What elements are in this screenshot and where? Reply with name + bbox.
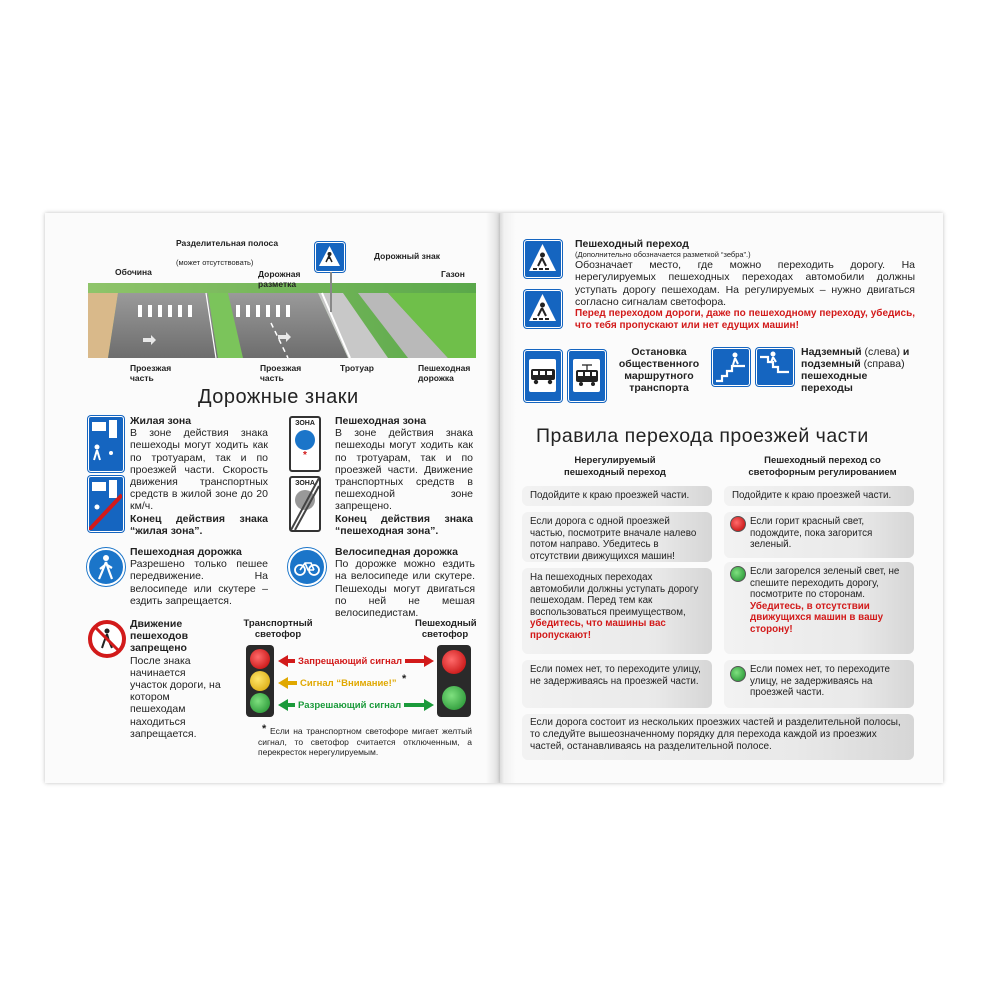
ped-zone-text: В зоне действия знака пешеходы могут ходить как по тротуарам, так и по проезжей части. Движение транспортных средств в пешеходной зоне запрещено.	[335, 427, 473, 513]
crossing-text: Обозначает место, где можно переходить дорогу. На нерегулируемых пешеходных переходах автомобили должны уступать дорогу пешеходам. На регулируемых – нужно двигаться согласно сигналам светофора.	[575, 259, 915, 308]
green-signal-label: Разрешающий сигнал	[295, 700, 404, 711]
label-carriageway-1: Проезжая часть	[130, 363, 172, 383]
ped-zone-end: Конец действия знака “пешеходная зона”.	[335, 512, 473, 537]
label-lawn: Газон	[441, 269, 465, 279]
vehicle-light-title: Транспортный светофор	[243, 618, 313, 640]
ped-path-text: Разрешено только пешее передвижение. На велосипеде или скутере – ездить запрещается.	[130, 558, 268, 607]
no-peds-sign-icon	[88, 620, 126, 658]
vehicle-red-light-icon	[250, 649, 270, 669]
over-under-part-3: и подземный	[801, 346, 910, 370]
red-signal-label: Запрещающий сигнал	[295, 656, 405, 667]
right-step-2-text: Если горит красный свет, подождите, пока загорится зеленый.	[750, 516, 873, 551]
yellow-signal-mark: *	[402, 673, 407, 685]
label-marking: Дорожная разметка	[258, 269, 301, 289]
page-title-signs: Дорожные знаки	[198, 386, 359, 408]
sign-pole	[330, 272, 332, 312]
footnote-text: Если на транспортном светофоре мигает желтый сигнал, то светофор считается отключенным, а перекресток нерегулируемым.	[258, 726, 472, 757]
carriageway-left	[108, 293, 218, 358]
over-under-title	[801, 346, 921, 394]
footnote-mark: *	[262, 723, 267, 735]
right-step-3-warning: Убедитесь, в отсутствии движущихся машин в вашу сторону!	[750, 600, 884, 635]
label-carriageway-2: Проезжая часть	[260, 363, 302, 383]
underground-crossing-sign-icon	[756, 348, 794, 386]
over-under-part-5: пешеходные переходы	[801, 370, 868, 394]
bike-path-block	[335, 546, 475, 619]
no-peds-text: После знака начинается участок дороги, на котором пешеходам находиться запрещается.	[130, 654, 221, 740]
right-step-4-text: Если помех нет, то переходите улицу, не задерживаясь на проезжей части.	[750, 664, 890, 699]
right-step-4	[724, 660, 914, 708]
book-spine	[486, 213, 516, 783]
right-step-3-text: Если загорелся зеленый свет, не спешите переходить дорогу, посмотрите по сторонам.	[750, 566, 900, 601]
ped-zone-block	[335, 415, 473, 537]
bike-path-sign-icon	[288, 548, 326, 586]
red-man-icon	[730, 516, 746, 532]
overhead-crossing-sign-icon	[712, 348, 750, 386]
over-under-part-2: (слева)	[864, 346, 900, 358]
ped-red-light-icon	[442, 650, 466, 674]
living-zone-title: Жилая зона	[130, 415, 192, 427]
vehicle-green-light-icon	[250, 693, 270, 713]
ped-zone-end-sign-word: ЗОНА	[295, 480, 315, 487]
left-step-2: Если дорога с одной проезжей частью, посмотрите вначале налево потом направо. Убедитесь в отсутствии движущихся машин!	[522, 512, 712, 562]
ped-path-sign-icon	[87, 548, 125, 586]
ped-zone-end-sign-icon	[289, 476, 321, 532]
crosswalk-sign-icon	[315, 242, 345, 272]
living-zone-text: В зоне действия знака пешеходы могут ходить как по тротуарам, так и по проезжей части. Скорость движения транспортных средств в жилой зоне до 20 км/ч.	[130, 427, 268, 513]
over-under-part-1: Надземный	[801, 346, 862, 358]
crossing-title: Пешеходный переход	[575, 238, 689, 250]
tram-stop-sign-icon	[568, 350, 606, 402]
no-peds-block	[130, 618, 225, 740]
vehicle-yellow-light-icon	[250, 671, 270, 691]
crosswalk-sign-2-icon	[524, 290, 562, 328]
label-shoulder: Обочина	[115, 267, 152, 277]
bike-path-text: По дорожке можно ездить на велосипеде или скутере. Пешеходы могут двигаться по ней не мешая велосипедистам.	[335, 558, 475, 620]
label-road-sign: Дорожный знак	[374, 251, 440, 261]
final-note: Если дорога состоит из нескольких проезжих частей и разделительной полосы, то следуйте вышеозначенному порядку для перехода каждой из проезжих частей, останавливаясь на разделительной полосе.	[522, 714, 914, 760]
living-zone-block	[130, 415, 268, 537]
living-zone-sign-icon	[88, 416, 124, 472]
label-divider-note: (может отсутствовать)	[176, 258, 254, 267]
col-right-heading: Пешеходный переход со светофорным регулированием	[748, 455, 897, 478]
ped-zone-title: Пешеходная зона	[335, 415, 427, 427]
left-step-3	[522, 568, 712, 654]
right-step-2	[724, 512, 914, 558]
left-step-3-text: На пешеходных переходах автомобили должны уступать дорогу пешеходам. Перед тем как воспользоваться преимуществом,	[530, 572, 699, 618]
bus-stop-sign-icon	[524, 350, 562, 402]
left-step-1: Подойдите к краю проезжей части.	[522, 486, 712, 506]
crossing-block	[575, 238, 915, 332]
label-divider: Разделительная полоса	[176, 238, 279, 248]
ped-light-title: Пешеходный светофор	[415, 618, 477, 640]
crossing-note: (Дополнительно обозначается разметкой “зебра”.)	[575, 250, 751, 260]
right-step-1: Подойдите к краю проезжей части.	[724, 486, 914, 506]
green-man-icon-2	[730, 666, 746, 682]
label-ped-path: Пешеходная дорожка	[418, 363, 471, 383]
green-man-icon	[730, 566, 746, 582]
over-under-part-4: (справа)	[863, 358, 905, 370]
no-peds-title: Движение пешеходов запрещено	[130, 618, 189, 655]
crosswalk-sign-1-icon	[524, 240, 562, 278]
stop-title: Остановка общественного маршрутного транспорта	[618, 346, 700, 394]
bike-path-title: Велосипедная дорожка	[335, 546, 458, 558]
ped-path-title: Пешеходная дорожка	[130, 546, 242, 558]
ped-green-light-icon	[442, 686, 466, 710]
ped-zone-sign-word: ЗОНА	[295, 420, 315, 427]
right-step-3	[724, 562, 914, 654]
crossing-warning: Перед переходом дороги, даже по пешеходному переходу, убедись, что тебя пропускают или нет едущих машин!	[575, 308, 915, 332]
ped-path-block	[130, 546, 268, 607]
left-step-4: Если помех нет, то переходите улицу, не задерживаясь на проезжей части.	[522, 660, 712, 708]
rules-title: Правила перехода проезжей части	[536, 425, 869, 447]
ped-zone-sign-icon: ЗОНА *	[289, 416, 321, 472]
col-left-heading: Нерегулируемый пешеходный переход	[564, 455, 666, 478]
road-diagram	[88, 283, 476, 358]
left-step-3-warning: убедитесь, что машины вас пропускают!	[530, 618, 666, 641]
yellow-signal-label: Сигнал “Внимание!”	[297, 678, 400, 689]
living-zone-end-sign-icon	[88, 476, 124, 532]
living-zone-end: Конец действия знака “жилая зона”.	[130, 512, 268, 537]
label-sidewalk: Тротуар	[340, 363, 374, 373]
